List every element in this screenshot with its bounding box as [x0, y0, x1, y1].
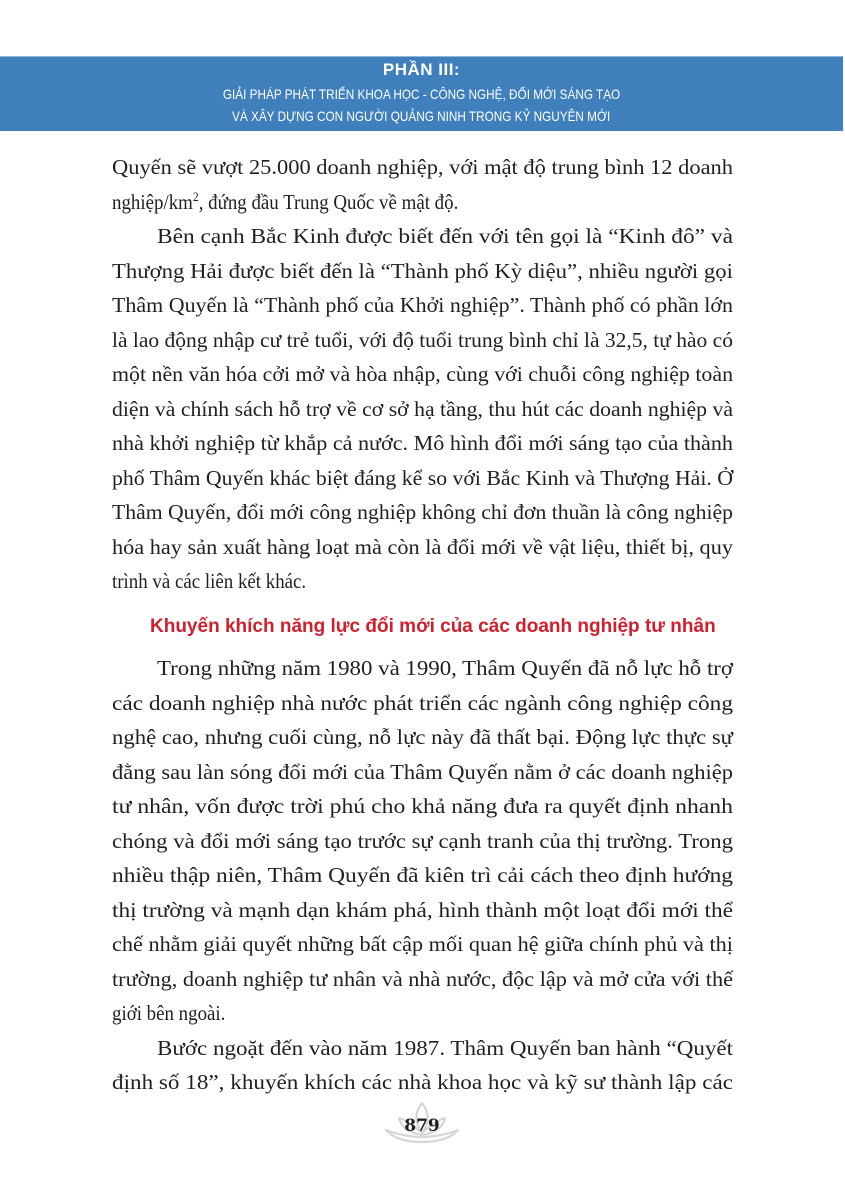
body-line [112, 495, 734, 529]
body-line-text: giới bên ngoài. [112, 1001, 226, 1025]
part-title: PHẦN III: [382, 60, 461, 79]
chapter-banner [0, 56, 843, 131]
body-line-text: trường, doanh nghiệp tư nhân và nhà nước, độc lập và mở cửa với thế [112, 966, 734, 991]
body-line [112, 927, 733, 961]
body-line [112, 357, 734, 391]
body-line [112, 530, 734, 564]
body-line-text: các doanh nghiệp nhà nước phát triển các ngành công nghiệp công [112, 690, 733, 715]
body-line-text: một nền văn hóa cởi mở và hòa nhập, cùng với chuỗi công nghiệp toàn [112, 362, 734, 386]
body-line-text: đằng sau làn sóng đổi mới của Thâm Quyến nằm ở các doanh nghiệp [112, 759, 733, 784]
part-subtitle-line-2 [0, 107, 843, 125]
body-line-text: chóng và đổi mới sáng tạo trước sự cạnh tranh của thị trường. Trong [112, 828, 733, 853]
body-line-text-a: nghiệp/km [112, 189, 193, 214]
section-heading [150, 612, 730, 642]
body-line [112, 996, 238, 1030]
body-line-text: Bước ngoặt đến vào năm 1987. Thâm Quyến ban hành “Quyết [157, 1035, 733, 1060]
body-line [112, 824, 733, 858]
body-line [112, 392, 734, 426]
body-line [112, 150, 734, 184]
body-line-text: chế nhằm giải quyết những bất cập mối quan hệ giữa chính phủ và thị [112, 932, 733, 956]
body-line [112, 686, 733, 720]
body-line [112, 755, 733, 789]
body-line-text: Thâm Quyến là “Thành phố của Khởi nghiệp”. Thành phố có phần lớn [112, 293, 734, 317]
part-subtitle-line-2-text: VÀ XÂY DỰNG CON NGƯỜI QUẢNG NINH TRONG KỶ NGUYÊN MỚI [232, 108, 611, 124]
page-number: 879 [404, 1116, 440, 1136]
superscript: 2 [192, 188, 199, 204]
body-line [112, 720, 734, 754]
body-line [112, 254, 734, 288]
body-line [112, 461, 733, 495]
body-line-text: Bên cạnh Bắc Kinh được biết đến với tên gọi là “Kinh đô” và [157, 224, 733, 248]
section-heading-text: Khuyến khích năng lực đổi mới của các doanh nghiệp tư nhân [150, 616, 716, 637]
body-line-text: nhà khởi nghiệp từ khắp cả nước. Mô hình đổi mới sáng tạo của thành [112, 431, 733, 455]
body-line-text: diện và chính sách hỗ trợ về cơ sở hạ tầng, thu hút các doanh nghiệp và [112, 396, 734, 421]
body-line-text: thị trường và mạnh dạn khám phá, hình thành một loạt đổi mới thể [112, 897, 734, 922]
body-line-text: Thượng Hải được biết đến là “Thành phố Kỳ diệu”, nhiều người gọi [112, 258, 734, 283]
body-line [112, 1065, 734, 1099]
body-line-text: là lao động nhập cư trẻ tuổi, với độ tuổi trung bình chỉ là 32,5, tự hào có [112, 327, 733, 352]
body-line [112, 426, 733, 460]
body-line [112, 185, 497, 219]
body-line [112, 893, 734, 927]
body-line-text: Trong những năm 1980 và 1990, Thâm Quyến đã nỗ lực hỗ trợ [157, 656, 734, 680]
body-line-text: trình và các liên kết khác. [112, 569, 307, 593]
body-line [112, 858, 734, 892]
body-line-text: nghệ cao, nhưng cuối cùng, nỗ lực này đã thất bại. Động lực thực sự [112, 725, 734, 749]
body-line [112, 288, 734, 322]
body-line-text: Quyến sẽ vượt 25.000 doanh nghiệp, với mật độ trung bình 12 doanh [112, 155, 734, 179]
body-line [157, 1031, 733, 1065]
body-line [112, 962, 734, 996]
body-line [112, 564, 328, 598]
body-line-text [112, 185, 458, 219]
body-line [157, 219, 733, 253]
body-line-text: định số 18”, khuyến khích các nhà khoa học và kỹ sư thành lập các [112, 1070, 734, 1094]
body-line [112, 789, 733, 823]
body-line-text: nhiều thập niên, Thâm Quyến đã kiên trì cải cách theo định hướng [112, 863, 734, 887]
body-line-text: hóa hay sản xuất hàng loạt mà còn là đổi mới về vật liệu, thiết bị, quy [112, 534, 734, 559]
part-subtitle-line-1 [0, 85, 843, 103]
body-line-text: Thâm Quyến, đổi mới công nghiệp không chỉ đơn thuần là công nghiệp [112, 500, 734, 524]
part-subtitle-line-1-text: GIẢI PHÁP PHÁT TRIỂN KHOA HỌC - CÔNG NGHỆ, ĐỔI MỚI SÁNG TẠO [222, 86, 621, 102]
body-line-text: phố Thâm Quyến khác biệt đáng kể so với Bắc Kinh và Thượng Hải. Ở [112, 465, 733, 490]
body-line [112, 323, 733, 357]
body-line-text: tư nhân, vốn được trời phú cho khả năng đưa ra quyết định nhanh [112, 794, 733, 818]
page-footer [382, 1100, 462, 1148]
body-line-text-b: , đứng đầu Trung Quốc về mật độ. [198, 189, 459, 214]
body-line [157, 651, 734, 685]
